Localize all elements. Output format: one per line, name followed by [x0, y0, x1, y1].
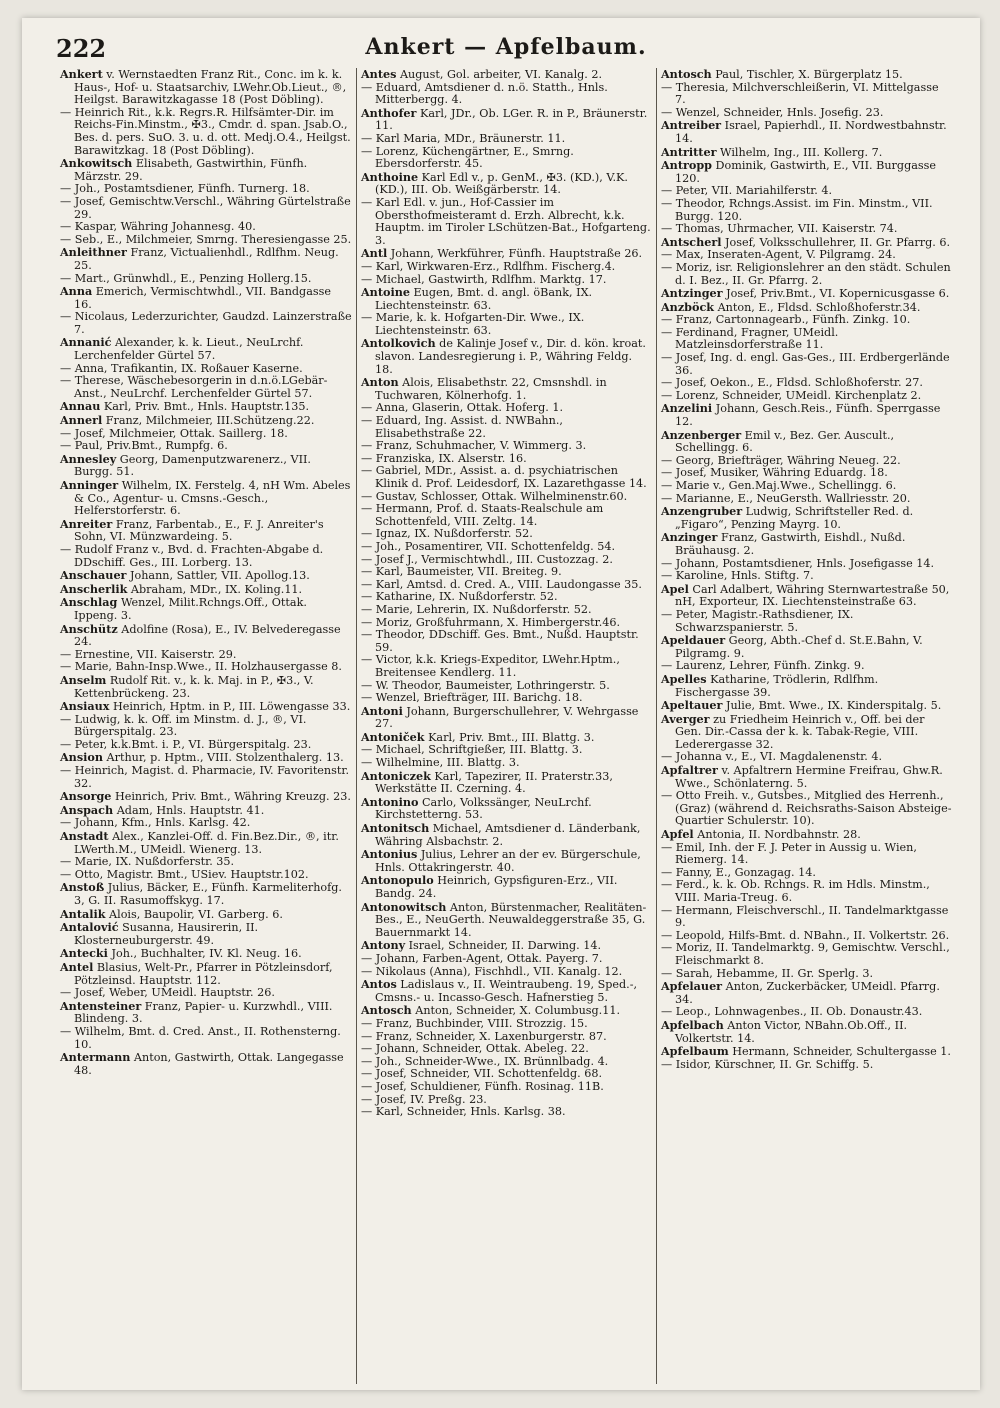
directory-entry: Antes August, Gol. arbeiter, VI. Kanalg. 2. — [361, 68, 603, 81]
directory-entry: Ankowitsch Elisabeth, Gastwirthin, Fünfh. Märzstr. 29. — [60, 156, 308, 183]
directory-entry: — Theodor, DDschiff. Ges. Bmt., Nußd. Hauptstr. 59. — [361, 628, 639, 654]
directory-entry: — Johann, Schneider, Ottak. Abeleg. 22. — [361, 1042, 589, 1056]
directory-entry: — Josef, Schneider, VII. Schottenfeldg. 68. — [361, 1067, 603, 1081]
directory-entry: — Peter, Magistr.-Rathsdiener, IX. Schwarzspanierstr. 5. — [661, 607, 854, 634]
directory-entry: — Peter, k.k.Bmt. i. P., VI. Bürgerspitalg. 23. — [60, 737, 312, 751]
directory-entry: — Emil, Inh. der F. J. Peter in Aussig u. Wien, Riemerg. 14. — [661, 840, 917, 867]
directory-entry: Antosch Paul, Tischler, X. Bürgerplatz 15. — [661, 68, 903, 81]
directory-entry: Antl Johann, Werkführer, Fünfh. Hauptstraße 26. — [361, 246, 643, 261]
directory-entry: — Franz, Schuhmacher, V. Wimmerg. 3. — [361, 439, 587, 453]
directory-entry: — Eduard, Amtsdiener d. n.ö. Statth., Hnls. Mitterbergg. 4. — [361, 80, 608, 107]
directory-entry: — Michael, Schriftgießer, III. Blattg. 3. — [361, 743, 583, 757]
directory-entry: Apel Carl Adalbert, Währing Sternwartestraße 50, nH, Exporteur, IX. Liechtensteinstraße 63. — [661, 581, 950, 609]
directory-entry: — Marie, IX. Nußdorferstr. 35. — [60, 855, 235, 869]
directory-entry: — Laurenz, Lehrer, Fünfh. Zinkg. 9. — [661, 659, 865, 673]
directory-page — [22, 18, 980, 1390]
directory-entry: — Gabriel, MDr., Assist. a. d. psychiatrischen Klinik d. Prof. Leidesdorf, IX. Lazarethgasse 14. — [361, 464, 647, 490]
directory-entry: — Karl, Baumeister, VII. Breiteg. 9. — [361, 565, 562, 579]
directory-entry: — Franz, Cartonnagearb., Fünfh. Zinkg. 10. — [661, 313, 911, 327]
directory-entry: — Georg, Briefträger, Währing Neueg. 22. — [661, 453, 901, 467]
directory-entry: — Joh., Schneider-Wwe., IX. Brünnlbadg. 4. — [361, 1054, 609, 1068]
directory-entry: — Ignaz, IX. Nußdorferstr. 52. — [361, 527, 533, 541]
directory-entry: Antreiber Israel, Papierhdl., II. Nordwestbahnstr. 14. — [661, 118, 947, 145]
directory-entry: Anzenberger Emil v., Bez. Ger. Auscult., Schellingg. 6. — [661, 427, 895, 455]
directory-entry: Antony Israel, Schneider, II. Darwing. 14. — [361, 938, 602, 953]
directory-entry: — W. Theodor, Baumeister, Lothringerstr. 5. — [361, 678, 610, 692]
directory-entry: — Karl, Amtsd. d. Cred. A., VIII. Laudongasse 35. — [361, 577, 642, 591]
directory-entry: — Nikolaus (Anna), Fischhdl., VII. Kanalg. 12. — [361, 964, 623, 978]
directory-entry: — Kaspar, Währing Johannesg. 40. — [60, 220, 256, 234]
directory-entry: — Hermann, Prof. d. Staats-Realschule am Schottenfeld, VIII. Zeltg. 14. — [361, 502, 604, 528]
directory-entry: Anzinger Franz, Gastwirth, Eishdl., Nußd. Bräuhausg. 2. — [661, 530, 906, 557]
directory-entry: Apfel Antonia, II. Nordbahnstr. 28. — [661, 827, 861, 842]
directory-entry: Antonius Julius, Lehrer an der ev. Bürgerschule, Hnls. Ottakringerstr. 40. — [361, 847, 641, 874]
directory-entry: — Lorenz, Schneider, UMeidl. Kirchenplatz 2. — [661, 388, 922, 402]
directory-entry: — Rudolf Franz v., Bvd. d. Frachten-Abgabe d. DDschiff. Ges., III. Lorberg. 13. — [60, 542, 324, 569]
directory-entry: — Josef, Gemischtw.Verschl., Währing Gürtelstraße 29. — [60, 194, 351, 221]
directory-entry: — Joh., Posamentirer, VII. Schottenfeldg. 54. — [361, 539, 616, 553]
directory-entry: Apfelbach Anton Victor, NBahn.Ob.Off., II. Volkertstr. 14. — [661, 1017, 908, 1045]
directory-entry: — Wilhelm, Bmt. d. Cred. Anst., II. Rothensterng. 10. — [60, 1024, 341, 1051]
directory-entry: Antoni Johann, Burgerschullehrer, V. Wehrgasse 27. — [361, 703, 639, 731]
directory-entry: — Josef, Oekon., E., Fldsd. Schloßhoferstr. 27. — [661, 376, 923, 390]
directory-entry: — Gustav, Schlosser, Ottak. Wilhelminenstr.60. — [361, 489, 628, 503]
directory-entry: — Karl Edl. v. jun., Hof-Cassier im Obersthofmeisteramt d. Erzh. Albrecht, k.k. Hauptm. im Tiroler LSchützen-Bat., Hofgarteng. 3. — [361, 195, 651, 247]
directory-entry: — Leop., Lohnwagenbes., II. Ob. Donaustr.43. — [661, 1005, 923, 1019]
directory-entry: — Leopold, Hilfs-Bmt. d. NBahn., II. Volkertstr. 26. — [661, 928, 950, 942]
directory-entry: Antscherl Josef, Volksschullehrer, II. Gr. Pfarrg. 6. — [661, 234, 951, 249]
directory-entry: Annanić Alexander, k. k. Lieut., NeuLrchf. Lerchenfelder Gürtel 57. — [60, 335, 304, 363]
directory-entry: — Johann, Farben-Agent, Ottak. Payerg. 7. — [361, 951, 603, 965]
directory-entry: — Josef, Schuldiener, Fünfh. Rosinag. 11B. — [361, 1079, 604, 1093]
directory-entry: Antoine Eugen, Bmt. d. angl. öBank, IX. Liechtensteinstr. 63. — [361, 285, 593, 312]
directory-entry: — Marianne, E., NeuGersth. Wallriesstr. 20. — [661, 491, 911, 505]
directory-entry: — Victor, k.k. Kriegs-Expeditor, LWehr.Hptm., Breitensee Kendlerg. 11. — [361, 653, 620, 679]
directory-entry: — Otto Freih. v., Gutsbes., Mitglied des Herrenh., (Graz) (während d. Reichsraths-Saison Absteige-Quartier Schulerstr. 10). — [661, 789, 952, 828]
directory-entry: — Johanna v., E., VI. Magdalenenstr. 4. — [661, 750, 883, 764]
directory-entry: Anzböck Anton, E., Fldsd. Schloßhoferstr.34. — [661, 299, 921, 314]
directory-entry: — Karoline, Hnls. Stiftg. 7. — [661, 569, 814, 583]
directory-entry: — Marie, Lehrerin, IX. Nußdorferstr. 52. — [361, 602, 592, 616]
directory-entry: — Katharine, IX. Nußdorferstr. 52. — [361, 590, 558, 604]
directory-entry: Apeldauer Georg, Abth.-Chef d. St.E.Bahn, V. Pilgramg. 9. — [661, 633, 923, 660]
directory-entry: — Ludwig, k. k. Off. im Minstm. d. J., ®, VI. Bürgerspitalg. 23. — [60, 712, 307, 739]
directory-entry: Anna Emerich, Vermischtwhdl., VII. Bandgasse 16. — [60, 284, 331, 311]
directory-entry: Anspach Adam, Hnls. Hauptstr. 41. — [60, 802, 265, 817]
directory-entry: Antonowitsch Anton, Bürstenmacher, Realitäten-Bes., E., NeuGerth. Neuwaldeggerstraße 35, G. Bauernmarkt 14. — [361, 899, 647, 939]
column-right — [656, 68, 956, 1384]
directory-entry: Antensteiner Franz, Papier- u. Kurzwhdl., VIII. Blindeng. 3. — [60, 998, 333, 1026]
directory-entry: — Michael, Gastwirth, Rdlfhm. Marktg. 17. — [361, 272, 607, 286]
directory-entry: — Therese, Wäschebesorgerin in d.n.ö.LGebär-Anst., NeuLrchf. Lerchenfelder Gürtel 57. — [60, 374, 328, 400]
directory-entry: — Wilhelmine, III. Blattg. 3. — [361, 756, 520, 770]
directory-entry: Anschütz Adolfine (Rosa), E., IV. Belvederegasse 24. — [60, 621, 341, 649]
directory-entry: — Marie, Bahn-Insp.Wwe., II. Holzhausergasse 8. — [60, 660, 342, 674]
directory-entry: Antolkovich de Kalinje Josef v., Dir. d. kön. kroat. slavon. Landesregierung i. P., Währing Feldg. 18. — [361, 336, 646, 376]
directory-entry: — Otto, Magistr. Bmt., USiev. Hauptstr.102. — [60, 867, 309, 881]
directory-entry: — Ernestine, VII. Kaiserstr. 29. — [60, 647, 237, 661]
directory-entry: Anzengruber Ludwig, Schriftsteller Red. d. „Figaro“, Penzing Mayrg. 10. — [661, 504, 914, 531]
directory-entry: — Hermann, Fleischverschl., II. Tandelmarktgasse 9. — [661, 903, 949, 930]
directory-entry: Antonitsch Michael, Amtsdiener d. Länderbank, Währing Alsbachstr. 2. — [361, 821, 641, 848]
directory-entry: — Isidor, Kürschner, II. Gr. Schiffg. 5. — [661, 1057, 874, 1071]
column-left — [56, 68, 356, 1384]
directory-entry: — Karl Maria, MDr., Bräunerstr. 11. — [361, 131, 566, 145]
directory-entry: — Josef, Weber, UMeidl. Hauptstr. 26. — [60, 986, 275, 1000]
directory-entry: — Marie v., Gen.Maj.Wwe., Schellingg. 6. — [661, 479, 897, 492]
directory-entry: Annau Karl, Priv. Bmt., Hnls. Hauptstr.135. — [60, 399, 310, 414]
directory-entry: Anscherlik Abraham, MDr., IX. Koling.11. — [60, 581, 303, 596]
directory-entry: — Peter, VII. Mariahilferstr. 4. — [661, 184, 833, 198]
directory-entry: Apelles Katharine, Trödlerin, Rdlfhm. Fischergasse 39. — [661, 671, 879, 699]
directory-entry: — Moriz, isr. Religionslehrer an den städt. Schulen d. I. Bez., II. Gr. Pfarrg. 2. — [661, 260, 951, 287]
directory-entry: — Johann, Postamtsdiener, Hnls. Josefigasse 14. — [661, 556, 935, 570]
directory-entry: Anleithner Franz, Victualienhdl., Rdlfhm. Neug. 25. — [60, 245, 339, 272]
directory-entry: — Joh., Postamtsdiener, Fünfh. Turnerg. 18. — [60, 182, 310, 196]
directory-entry: — Max, Inseraten-Agent, V. Pilgramg. 24. — [661, 248, 896, 262]
directory-entry: — Heinrich, Magist. d. Pharmacie, IV. Favoritenstr. 32. — [60, 764, 350, 790]
directory-entry: Anzelini Johann, Gesch.Reis., Fünfh. Sperrgasse 12. — [661, 401, 941, 429]
directory-entry: — Theresia, Milchverschleißerin, VI. Mittelgasse 7. — [661, 80, 939, 107]
directory-entry: — Seb., E., Milchmeier, Smrng. Theresiengasse 25. — [60, 232, 352, 246]
column-middle — [356, 68, 656, 1384]
directory-entry: Antosch Anton, Schneider, X. Columbusg.11. — [361, 1003, 621, 1018]
directory-entry: — Eduard, Ing. Assist. d. NWBahn., Elisabethstraße 22. — [361, 414, 563, 440]
directory-entry: — Wenzel, Briefträger, III. Barichg. 18. — [361, 691, 583, 705]
directory-entry: Apfelbaum Hermann, Schneider, Schultergasse 1. — [661, 1044, 951, 1059]
directory-entry: — Nicolaus, Lederzurichter, Gaudzd. Lainzerstraße 7. — [60, 310, 352, 336]
directory-entry: Ansorge Heinrich, Priv. Bmt., Währing Kreuzg. 23. — [60, 789, 351, 804]
running-head: Ankert — Apfelbaum. — [365, 34, 647, 60]
directory-entry: — Wenzel, Schneider, Hnls. Josefig. 23. — [661, 105, 884, 119]
columns — [56, 68, 964, 1384]
directory-entry: Annerl Franz, Milchmeier, III.Schützeng.22. — [60, 413, 315, 428]
directory-entry: Anninger Wilhelm, IX. Ferstelg. 4, nH Wm. Abeles & Co., Agentur- u. Cmsns.-Gesch., Helferstorferstr. 6. — [60, 478, 351, 518]
directory-entry: Apeltauer Julie, Bmt. Wwe., IX. Kinderspitalg. 5. — [661, 698, 942, 713]
directory-entry: — Karl, Wirkwaren-Erz., Rdlfhm. Fischerg.4. — [361, 259, 616, 273]
directory-entry: Anschlag Wenzel, Milit.Rchngs.Off., Ottak. Ippeng. 3. — [60, 595, 307, 622]
directory-entry: — Josef, Milchmeier, Ottak. Saillerg. 18. — [60, 426, 288, 440]
page-header — [56, 28, 956, 64]
directory-entry: Annesley Georg, Damenputzwarenerz., VII. Burgg. 51. — [60, 451, 311, 479]
directory-entry: Ansion Arthur, p. Hptm., VIII. Stolzenthalerg. 13. — [60, 750, 344, 765]
directory-entry: Apfaltrer v. Apfaltrern Hermine Freifrau, Ghw.R. Wwe., Schönlaterng. 5. — [661, 763, 943, 790]
directory-entry: — Josef, Ing. d. engl. Gas-Ges., III. Erdbergerlände 36. — [661, 351, 950, 377]
directory-entry: — Sarah, Hebamme, II. Gr. Sperlg. 3. — [661, 966, 874, 980]
directory-entry: Antropp Dominik, Gastwirth, E., VII. Burggasse 120. — [661, 158, 937, 185]
directory-entry: — Josef, Musiker, Währing Eduardg. 18. — [661, 466, 888, 480]
directory-entry: — Lorenz, Küchengärtner, E., Smrng. Ebersdorferstr. 45. — [361, 144, 574, 171]
directory-entry: — Franz, Schneider, X. Laxenburgerstr. 87. — [361, 1029, 607, 1043]
directory-entry: Anstoß Julius, Bäcker, E., Fünfh. Karmeliterhofg. 3, G. II. Rasumoffskyg. 17. — [60, 880, 342, 907]
directory-entry: Anschauer Johann, Sattler, VII. Apollog.13. — [60, 568, 310, 583]
directory-entry: Anthofer Karl, JDr., Ob. LGer. R. in P., Bräunerstr. 11. — [361, 105, 648, 133]
directory-entry: Anton Alois, Elisabethstr. 22, Cmsnshdl. in Tuchwaren, Kölnerhofg. 1. — [361, 375, 607, 402]
directory-entry: Ankert v. Wernstaedten Franz Rit., Conc. im k. k. Haus-, Hof- u. Staatsarchiv, LWehr.Ob.Lieut., ®, Heilgst. Barawitzkagasse 18 (Post Döbling). — [60, 68, 347, 107]
directory-entry: Antonino Carlo, Volkssänger, NeuLrchf. Kirchstetterng. 53. — [361, 794, 592, 822]
directory-entry: Antos Ladislaus v., II. Weintraubeng. 19, Sped.-, Cmsns.- u. Incasso-Gesch. Hafnerstieg 5. — [361, 977, 638, 1004]
directory-entry: — Ferd., k. k. Ob. Rchngs. R. im Hdls. Minstm., VIII. Maria-Treug. 6. — [661, 878, 930, 904]
directory-entry: — Moriz, II. Tandelmarktg. 9, Gemischtw. Verschl., Fleischmarkt 8. — [661, 941, 950, 967]
directory-entry: — Karl, Schneider, Hnls. Karlsg. 38. — [361, 1105, 566, 1119]
directory-entry: Antoniček Karl, Priv. Bmt., III. Blattg. 3. — [361, 729, 595, 744]
directory-entry: Antonopulo Heinrich, Gypsfiguren-Erz., VII. Bandg. 24. — [361, 873, 618, 900]
directory-entry: — Anna, Glaserin, Ottak. Hoferg. 1. — [361, 401, 564, 415]
directory-entry: Antalović Susanna, Hausirerin, II. Klosterneuburgerstr. 49. — [60, 920, 259, 947]
directory-entry: — Paul, Priv.Bmt., Rumpfg. 6. — [60, 439, 228, 453]
directory-entry: Averger zu Friedheim Heinrich v., Off. bei der Gen. Dir.-Cassa der k. k. Tabak-Regie, VIII. Lederergasse 32. — [661, 711, 925, 751]
directory-entry: Antel Blasius, Welt-Pr., Pfarrer in Pötzleinsdorf, Pötzleinsd. Hauptstr. 112. — [60, 959, 333, 987]
directory-entry: — Mart., Grünwhdl., E., Penzing Hollerg.15. — [60, 271, 312, 285]
directory-entry: — Theodor, Rchngs.Assist. im Fin. Minstm., VII. Burgg. 120. — [661, 196, 933, 223]
directory-entry: Anstadt Alex., Kanzlei-Off. d. Fin.Bez.Dir., ®, itr. LWerth.M., UMeidl. Wienerg. 13. — [60, 829, 339, 856]
directory-entry: Antoniczek Karl, Tapezirer, II. Praterstr.33, Werkstätte II. Czerning. 4. — [361, 768, 613, 796]
directory-entry: Ansiaux Heinrich, Hptm. in P., III. Löwengasse 33. — [60, 699, 351, 714]
page-number: 222 — [56, 34, 107, 63]
directory-entry: Antritter Wilhelm, Ing., III. Kollerg. 7. — [661, 144, 883, 159]
directory-entry: Anreiter Franz, Farbentab., E., F. J. Anreiter's Sohn, VI. Münzwardeing. 5. — [60, 516, 324, 544]
directory-entry: — Josef, IV. Preßg. 23. — [361, 1092, 487, 1106]
directory-entry: — Fanny, E., Gonzagag. 14. — [661, 865, 816, 879]
directory-entry: — Moriz, Großfuhrmann, X. Himbergerstr.46. — [361, 615, 621, 629]
directory-entry: — Franziska, IX. Alserstr. 16. — [361, 451, 527, 465]
directory-entry: Antzinger Josef, Priv.Bmt., VI. Kopernicusgasse 6. — [661, 286, 950, 301]
directory-entry: Anthoine Karl Edl v., p. GenM., ✠3. (KD.), V.K. (KD.), III. Ob. Weißgärberstr. 14. — [361, 169, 628, 197]
directory-entry: Anselm Rudolf Rit. v., k. k. Maj. in P., ✠3., V. Kettenbrückeng. 23. — [60, 672, 314, 700]
directory-entry: — Josef J., Vermischtwhdl., III. Custozzag. 2. — [361, 552, 613, 566]
directory-entry: Antecki Joh., Buchhalter, IV. Kl. Neug. 16. — [60, 946, 302, 961]
directory-entry: Apfelauer Anton, Zuckerbäcker, UMeidl. Pfarrg. 34. — [661, 979, 940, 1006]
directory-entry: — Johann, Kfm., Hnls. Karlsg. 42. — [60, 816, 251, 830]
directory-entry: — Franz, Buchbinder, VIII. Strozzig. 15. — [361, 1016, 588, 1030]
directory-entry: — Heinrich Rit., k.k. Regrs.R. Hilfsämter-Dir. im Reichs-Fin.Minstm., ✠3., Cmdr. d. span. Jsab.O., Bes. d. pers. SuO. 3. u. d. ott. Medj.O.4., Heilgst. Barawitzkag. 18 (Post Döbling). — [60, 105, 351, 157]
directory-entry: Antermann Anton, Gastwirth, Ottak. Langegasse 48. — [60, 1050, 344, 1077]
directory-entry: — Thomas, Uhrmacher, VII. Kaiserstr. 74. — [661, 222, 898, 236]
directory-entry: Antalik Alois, Baupolir, VI. Garberg. 6. — [60, 906, 283, 921]
directory-entry: — Ferdinand, Fragner, UMeidl. Matzleinsdorferstraße 11. — [661, 325, 839, 352]
directory-entry: — Anna, Trafikantin, IX. Roßauer Kaserne. — [60, 361, 303, 375]
directory-entry: — Marie, k. k. Hofgarten-Dir. Wwe., IX. Liechtensteinstr. 63. — [361, 311, 585, 337]
